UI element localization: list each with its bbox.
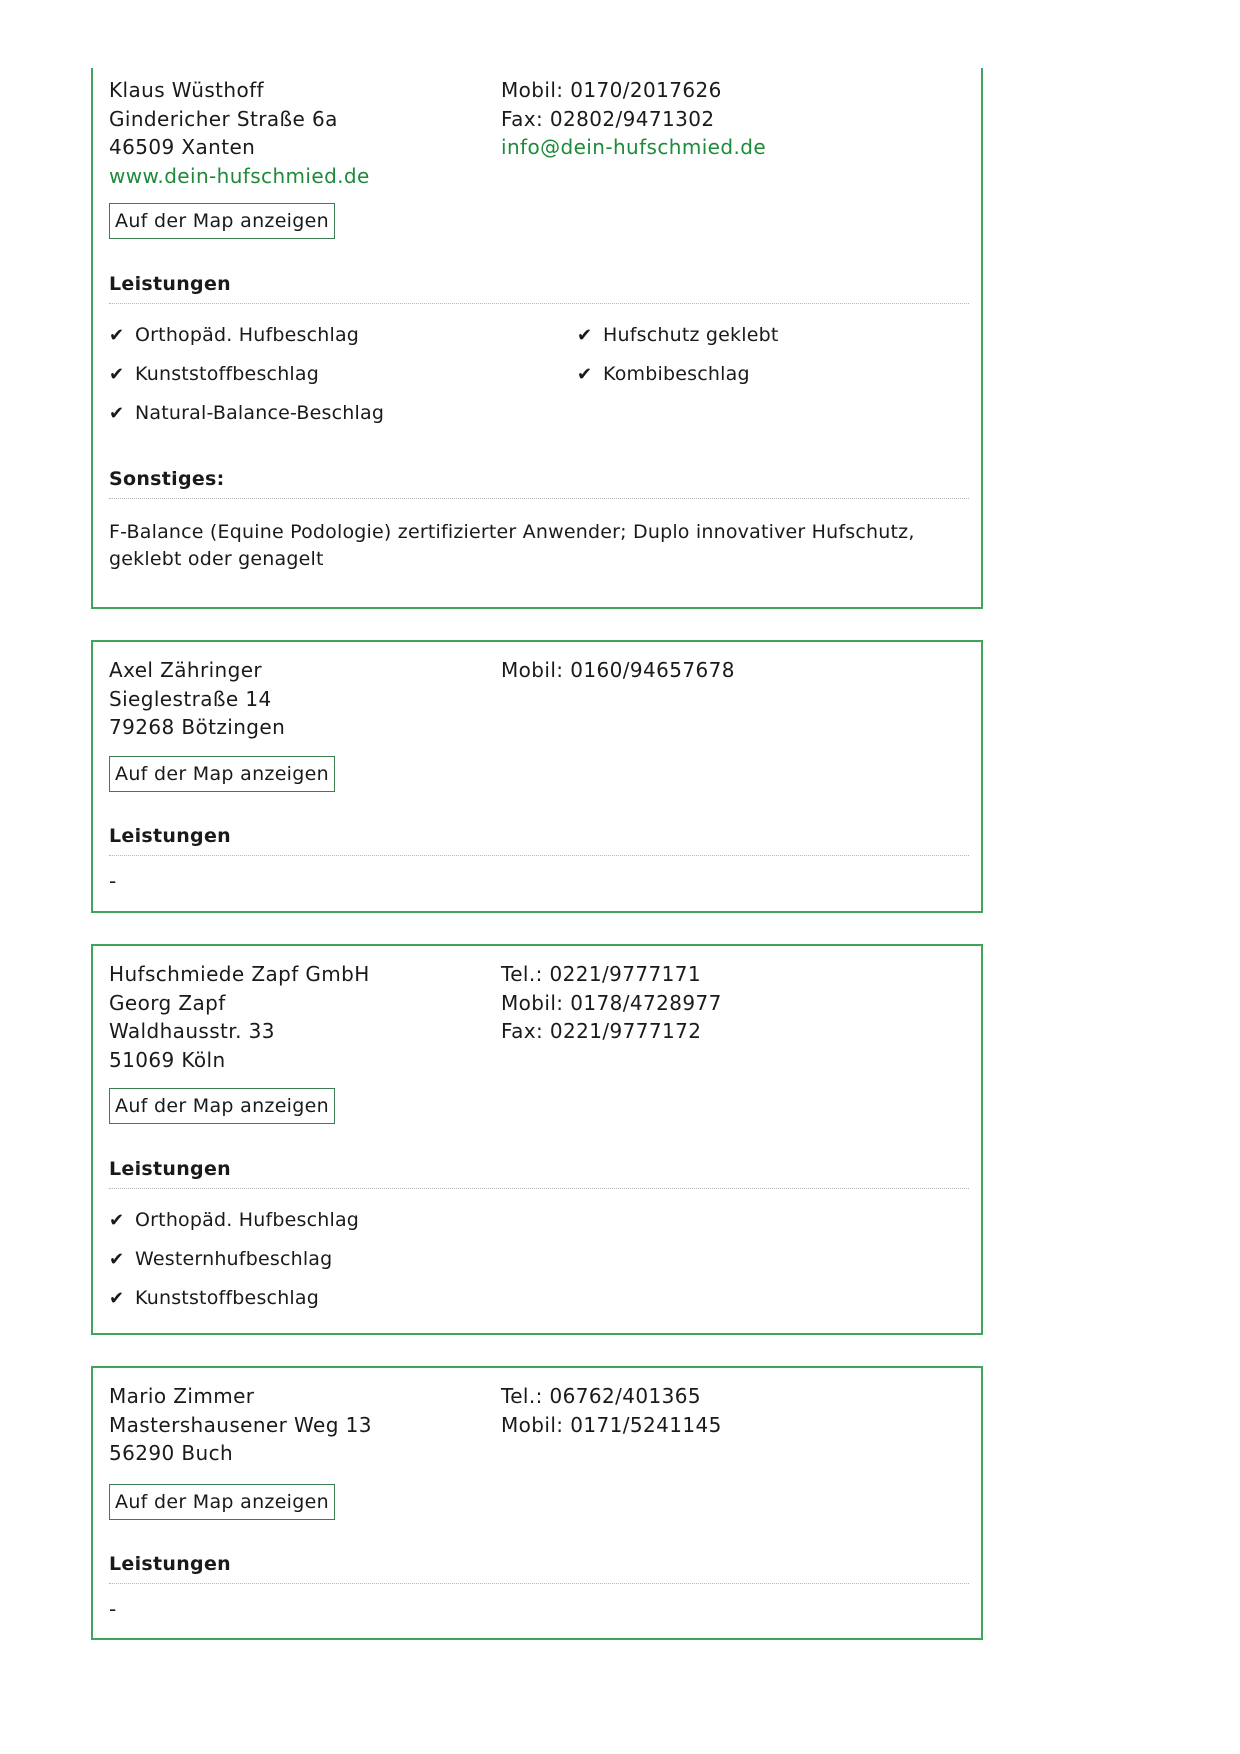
show-on-map-button[interactable]: Auf der Map anzeigen bbox=[109, 756, 335, 792]
check-icon: ✔ bbox=[109, 403, 125, 424]
contact-name: Axel Zähringer bbox=[109, 658, 263, 682]
contact-company: Hufschmiede Zapf GmbH bbox=[109, 962, 370, 986]
service-item: ✔ Orthopäd. Hufbeschlag bbox=[109, 1209, 360, 1231]
contact-mobile: Mobil: 0171/5241145 bbox=[501, 1412, 722, 1437]
check-icon: ✔ bbox=[577, 325, 593, 346]
check-icon: ✔ bbox=[109, 325, 125, 346]
contact-mobile: Mobil: 0160/94657678 bbox=[501, 658, 735, 682]
contact-phone: Tel.: 0221/9777171 bbox=[501, 962, 702, 986]
contact-fax: Fax: 02802/9471302 bbox=[501, 106, 715, 131]
services-empty: - bbox=[109, 869, 117, 893]
other-heading: Sonstiges: bbox=[109, 468, 969, 499]
contact-street: Gindericher Straße 6a bbox=[109, 106, 338, 131]
contact-city: 79268 Bötzingen bbox=[109, 715, 286, 739]
contact-street: Sieglestraße 14 bbox=[109, 686, 272, 711]
contact-city: 46509 Xanten bbox=[109, 135, 256, 159]
service-item: ✔ Orthopäd. Hufbeschlag bbox=[109, 324, 360, 346]
check-icon: ✔ bbox=[109, 1288, 125, 1309]
services-heading: Leistungen bbox=[109, 273, 969, 304]
contact-city: 51069 Köln bbox=[109, 1047, 226, 1072]
services-heading: Leistungen bbox=[109, 1158, 969, 1189]
contact-mobile: Mobil: 0170/2017626 bbox=[501, 78, 722, 102]
contact-mobile: Mobil: 0178/4728977 bbox=[501, 990, 722, 1015]
contact-name: Mario Zimmer bbox=[109, 1384, 255, 1408]
contact-street: Mastershausener Weg 13 bbox=[109, 1412, 372, 1437]
check-icon: ✔ bbox=[109, 364, 125, 385]
check-icon: ✔ bbox=[109, 1210, 125, 1231]
services-heading: Leistungen bbox=[109, 825, 969, 856]
email-link[interactable]: info@dein-hufschmied.de bbox=[501, 135, 767, 159]
check-icon: ✔ bbox=[577, 364, 593, 385]
contact-street: Waldhausstr. 33 bbox=[109, 1019, 275, 1043]
service-item: ✔ Kunststoffbeschlag bbox=[109, 363, 320, 385]
services-empty: - bbox=[109, 1597, 117, 1621]
farrier-card bbox=[91, 640, 983, 913]
check-icon: ✔ bbox=[109, 1249, 125, 1270]
service-item: ✔ Kombibeschlag bbox=[577, 363, 750, 385]
farrier-card bbox=[91, 1366, 983, 1640]
contact-phone: Tel.: 06762/401365 bbox=[501, 1384, 702, 1408]
contact-name: Klaus Wüsthoff bbox=[109, 78, 264, 102]
farrier-card bbox=[91, 944, 983, 1335]
show-on-map-button[interactable]: Auf der Map anzeigen bbox=[109, 1088, 335, 1124]
show-on-map-button[interactable]: Auf der Map anzeigen bbox=[109, 1484, 335, 1520]
service-item: ✔ Kunststoffbeschlag bbox=[109, 1287, 320, 1309]
contact-fax: Fax: 0221/9777172 bbox=[501, 1019, 702, 1043]
contact-city: 56290 Buch bbox=[109, 1441, 234, 1465]
services-heading: Leistungen bbox=[109, 1553, 969, 1584]
service-item: ✔ Hufschutz geklebt bbox=[577, 324, 779, 346]
contact-name: Georg Zapf bbox=[109, 990, 226, 1015]
show-on-map-button[interactable]: Auf der Map anzeigen bbox=[109, 203, 335, 239]
other-text: F-Balance (Equine Podologie) zertifizierter Anwender; Duplo innovativer Hufschutz, geklebt oder genagelt bbox=[109, 521, 915, 570]
farrier-card bbox=[91, 68, 983, 609]
website-link[interactable]: www.dein-hufschmied.de bbox=[109, 163, 370, 188]
service-item: ✔ Natural-Balance-Beschlag bbox=[109, 402, 385, 424]
service-item: ✔ Westernhufbeschlag bbox=[109, 1248, 333, 1270]
